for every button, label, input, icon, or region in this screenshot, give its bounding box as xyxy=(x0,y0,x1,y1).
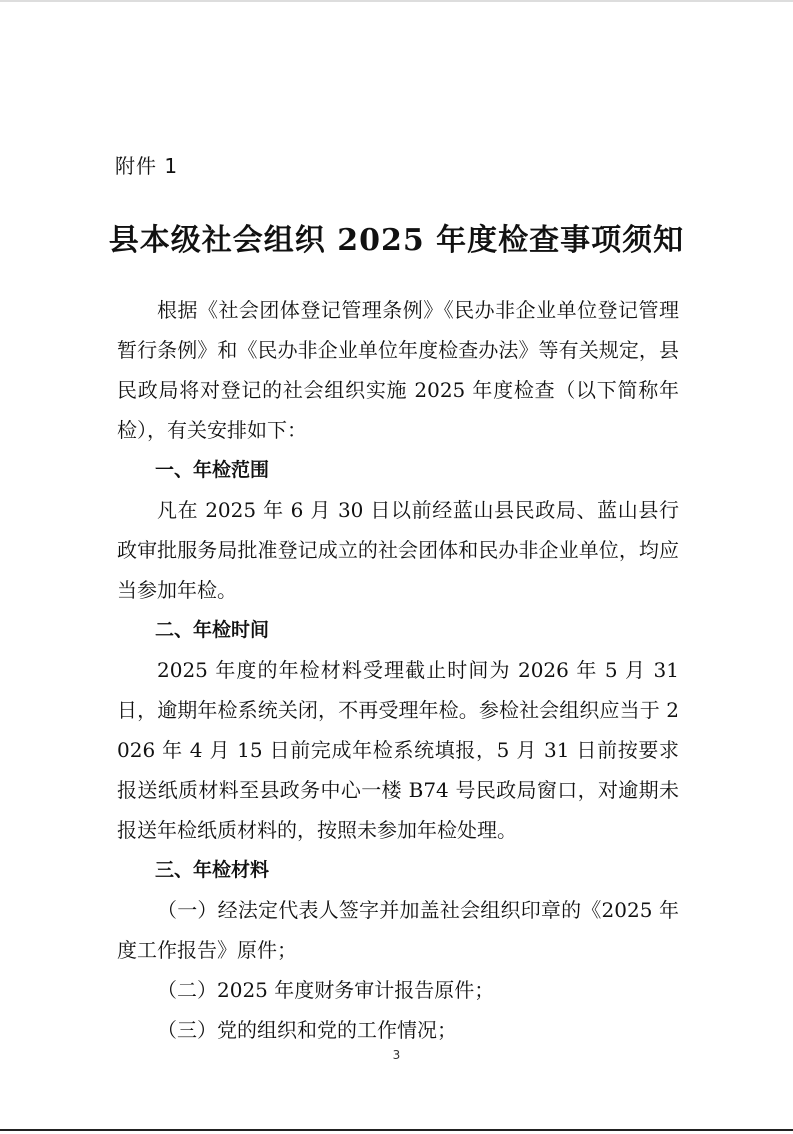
materials-item-1: （一）经法定代表人签字并加盖社会组织印章的《2025 年度工作报告》原件； xyxy=(117,898,679,962)
section-heading-time: 二、年检时间 xyxy=(155,619,270,641)
paragraph-time: 2025 年度的年检材料受理截止时间为 2026 年 5 月 31 日，逾期年检系统关闭，不再受理年检。参检社会组织应当于 2026 年 4 月 15 日前完成年检系统填报，5 月 31 日前按要求报送纸质材料至县政务中心一楼 B74 号民政局窗口，对逾期未报送年检纸质材料的，按照未参加年检处理。 xyxy=(117,658,679,842)
materials-item-2: （二）2025 年度财务审计报告原件； xyxy=(157,978,495,1002)
section-heading-scope: 一、年检范围 xyxy=(155,459,270,481)
page-number: 3 xyxy=(392,1048,401,1062)
document-title: 县本级社会组织 2025 年度检查事项须知 xyxy=(108,223,685,258)
section-heading-materials: 三、年检材料 xyxy=(155,859,270,881)
paragraph-scope: 凡在 2025 年 6 月 30 日以前经蓝山县民政局、蓝山县行政审批服务局批准登记成立的社会团体和民办非企业单位，均应当参加年检。 xyxy=(117,498,679,602)
intro-paragraph: 根据《社会团体登记管理条例》《民办非企业单位登记管理暂行条例》和《民办非企业单位年度检查办法》等有关规定，县民政局将对登记的社会组织实施 2025 年度检查（以下简称年检），有关安排如下： xyxy=(117,298,679,442)
materials-item-3: （三）党的组织和党的工作情况； xyxy=(157,1018,457,1042)
top-edge-line xyxy=(0,0,793,2)
bottom-edge-line xyxy=(0,1129,793,1131)
attachment-label: 附件 1 xyxy=(115,154,179,178)
document-body xyxy=(117,290,679,1050)
